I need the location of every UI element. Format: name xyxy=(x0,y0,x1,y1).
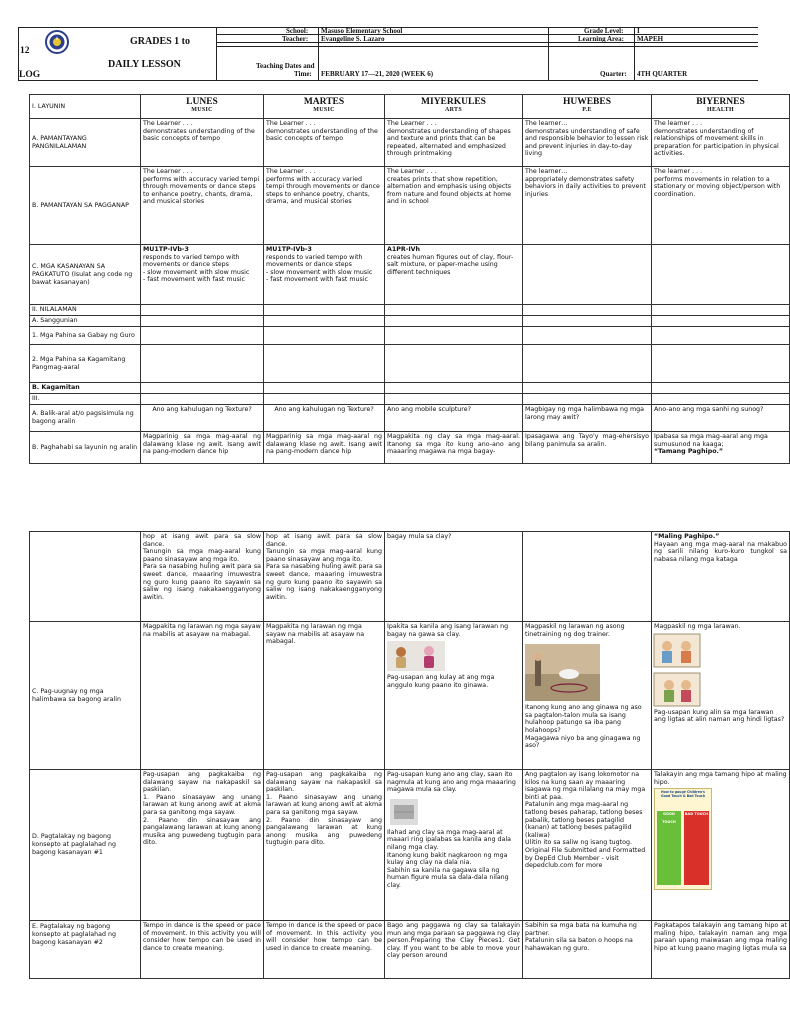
row-label-balik-aral: A. Balik-aral at/o pagsisimula ng bagong aralin xyxy=(30,405,141,432)
day-header-miyerkules: MIYERKULES ARTS xyxy=(385,95,523,119)
cell-b-lunes: The Learner . . . performs with accuracy varied tempi through movements or dance steps to enhance poetry, chants, drama, and musical stories xyxy=(141,167,264,245)
cell-a-huwebes: The learner… demonstrates understanding of safe and responsible behavior to lessen risk and prevent injuries in day-to-day living xyxy=(523,119,652,167)
cell-c2-lunes: Magpakita ng larawan ng mga sayaw na mabilis at asayaw na mabagal. xyxy=(141,622,264,770)
cell-paghahabi-miyerkules: Magpakita ng clay sa mga mag-aaral. Itanong sa mga ito kung ano-ano ang maaaring magawa na mga bagay- xyxy=(385,432,523,464)
row-label-mga-kasanayan: C. MGA KASANAYAN SA PAGKATUTO (Isulat ang code ng bawat kasanayan) xyxy=(30,245,141,305)
log-title: LOG xyxy=(19,70,41,80)
grade-level-value: I xyxy=(637,27,640,35)
safe-touch-pictures-image xyxy=(654,634,700,706)
cell-c-huwebes xyxy=(523,245,652,305)
row-label-kagamitang-pangmag-aaral: 2. Mga Pahina sa Kagamitang Pangmag-aaral xyxy=(30,345,141,383)
row-label-pagtalakay-1: D. Pagtalakay ng bagong konsepto at paglalahad ng bagong kasanayan #1 xyxy=(30,770,141,921)
cell-b-martes: The Learner . . . performs with accuracy varied tempi through movements or dance steps to enhance poetry, chants, drama, and musical stories xyxy=(264,167,385,245)
cell-e-miyerkules: Bago ang paggawa ng clay sa talakayin mun ang mga paraan sa paggawa ng clay person.Preparing the Clay Pieces1. Get clay. If you want to be able to move your clay person around xyxy=(385,921,523,979)
touch-poster xyxy=(654,788,712,890)
cell-a-biyernes: The learner . . . demonstrates understanding of relationships of movement skills in preparation for participation in physical activities. xyxy=(652,119,790,167)
lesson-table-page1 xyxy=(29,94,790,464)
grades-num: 12 xyxy=(20,46,30,56)
cell-cont-martes: hop at isang awit para sa slow dance. Tanungin sa mga mag-aaral kung paano sinasayaw ang mga ito. Para sa nasabing huling awit para sa sweet dance, maaaring imuwestra ng guro kung paano ito sayawin sa saliw ng isang nakakaengganyong awitin. xyxy=(264,532,385,622)
cell-c2-huwebes: Magpaskil ng larawan ng asong tinetraining ng dog trainer. Itanong kung ano ang ginawa ng aso sa pagtalon-talon mula sa isang hulahoop patungo sa iba pang holahoops? Magagawa niyo ba ang ginagawa ng aso? xyxy=(523,622,652,770)
cell-cont-lunes: hop at isang awit para sa slow dance. Tanungin sa mga mag-aaral kung paano sinasayaw ang mga ito. Para sa nasabing huling awit para sa sweet dance, maaaring imuwestra ng guro kung paano ito sayawin sa saliw ng isang nakakaengganyong awitin. xyxy=(141,532,264,622)
cell-paghahabi-huwebes: Ipasagawa ang Tayo'y mag-ehersisyo bilang panimula sa aralin. xyxy=(523,432,652,464)
cell-cont-miyerkules: bagay mula sa clay? xyxy=(385,532,523,622)
row-label-pagtalakay-2: E. Pagtalakay ng bagong konsepto at paglalahad ng bagong kasanayan #2 xyxy=(30,921,141,979)
cell-d-martes: Pag-usapan ang pagkakaiba ng dalawang sayaw na nakapaskil sa paskilan. 1. Paano sinasayaw ang unang larawan at kung anong awit at akma para sa ganitong mga sayaw. 2. Paano din sinasayaw ang pangalawang larawan at kung anong musika ang puwedeng tugtugin para dito. xyxy=(264,770,385,921)
cell-paghahabi-lunes: Magparinig sa mga mag-aaral ng dalawang klase ng awit. Isang awit na pang-modern dance hip xyxy=(141,432,264,464)
learning-area-label: Learning Area: xyxy=(578,35,624,43)
cell-d-huwebes: Ang pagtalon ay isang lokomotor na kilos na kung saan ay maaaring isagawa ng mga nilalang na may mga binti at paa. Patalunin ang mga mag-aaral ng tatlong beses paharap, tatlong beses pabalik, tatlong beses patagilid (kanan) at tatlong beses patagilid (kaliwa) Ulitin ito sa saliw ng isang tugtog. Original File Submitted and Formatted by DepEd Club Member - visit depedclub.com for more xyxy=(523,770,652,921)
grade-level-label: Grade Level: xyxy=(584,27,624,35)
cell-b-miyerkules: The Learner . . . creates prints that show repetition, alternation and emphasis using objects from nature and found objects at home and in school xyxy=(385,167,523,245)
cell-d-lunes: Pag-usapan ang pagkakaiba ng dalawang sayaw na nakapaskil sa paskilan. 1. Paano sinasayaw ang unang larawan at kung anong awit at akma para sa ganitong mga sayaw. 2. Paano din sinasayaw ang pangalawang larawan at kung anong musika ang puwedeng tugtugin para dito. xyxy=(141,770,264,921)
dates-label-1: Teaching Dates and xyxy=(256,62,315,70)
cell-c-miyerkules: A1PR-IVh creates human figures out of clay, flour-salt mixture, or paper-mache using different techniques xyxy=(385,245,523,305)
row-label-pamantayang-pangnilalaman: A. PAMANTAYANG PANGNILALAMAN xyxy=(30,119,141,167)
poster-bad-panel: BAD TOUCH xyxy=(684,811,709,885)
cell-balik-martes: Ano ang kahulugan ng Texture? xyxy=(264,405,385,432)
cell-c2-miyerkules: Ipakita sa kanila ang isang larawan ng bagay na gawa sa clay. Pag-usapan ang kulay at ang mga anggulo kung paano ito ginawa. xyxy=(385,622,523,770)
row-label-pamantayan-sa-pagganap: B. PAMANTAYAN SA PAGGANAP xyxy=(30,167,141,245)
cell-c2-biyernes: Magpaskil ng mga larawan. Pag-usapan kung alin sa mga larawan ang ligtas at alin naman ang hindi ligtas? xyxy=(652,622,790,770)
cell-e-biyernes: Pagkatapos talakayin ang tamang hipo at maling hipo, talakayin naman ang mga paraan upang maiwasan ang mga maling hipo at kung paano maging ligtas mula sa xyxy=(652,921,790,979)
cell-paghahabi-biyernes: Ipabasa sa mga mag-aaral ang mga sumusunod na kaaga; “Tamang Paghipo.” xyxy=(652,432,790,464)
row-label-kagamitan: B. Kagamitan xyxy=(30,383,141,394)
cell-b-biyernes: The learner . . . performs movements in relation to a stationary or moving object/person with coordination. xyxy=(652,167,790,245)
teacher-value: Evangeline S. Lazaro xyxy=(321,35,385,43)
row-label-iii: III. xyxy=(30,394,141,405)
cell-e-lunes: Tempo in dance is the speed or pace of movement. In this activity you will consider how tempo can be used in dance to create meaning. xyxy=(141,921,264,979)
cell-d-miyerkules: Pag-usapan kung ano ang clay, saan ito nagmula at kung ano ang mga maaaring magawa mula sa clay. Ilahad ang clay sa mga mag-aaral at maaari ring ipalabas sa kanila ang dala nilang mga clay. Itanong kung bakit nagkaroon ng mga kulay ang clay na dala nia. Sabihin sa kanila na gagawa sila ng human figure mula sa dala-dala nilang clay. xyxy=(385,770,523,921)
cell-balik-miyerkules: Ano ang mobile sculpture? xyxy=(385,405,523,432)
row-label-pag-uugnay: C. Pag-uugnay ng mga halimbawa sa bagong aralin xyxy=(30,622,141,770)
dates-label-2: Time: xyxy=(294,70,312,78)
dates-value: FEBRUARY 17—21, 2020 (WEEK 6) xyxy=(321,70,434,78)
cell-cont-biyernes: “Maling Paghipo.” Hayaan ang mga mag-aaral na makabuo ng sarili nilang kuro-kuro tungkol sa nabasa nilang mga kataga xyxy=(652,532,790,622)
cell-a-martes: The Learner . . . demonstrates understanding of the basic concepts of tempo xyxy=(264,119,385,167)
poster-title: How to gauge Children's Good Touch & Bad Touch xyxy=(660,790,706,798)
cell-c2-martes: Magpakita ng larawan ng mga sayaw na mabilis at asayaw na mabagal. xyxy=(264,622,385,770)
school-value: Masuso Elementary School xyxy=(321,27,403,35)
grades-title: GRADES 1 to xyxy=(130,36,191,47)
cell-c-martes: MU1TP-IVb-3 responds to varied tempo with movements or dance steps - slow movement with slow music - fast movement with fast music xyxy=(264,245,385,305)
quarter-label: Quarter: xyxy=(600,70,627,78)
day-header-huwebes: HUWEBES P.E xyxy=(523,95,652,119)
cell-balik-biyernes: Ano-ano ang mga sanhi ng sunog? xyxy=(652,405,790,432)
poster-good-panel: GOOD TOUCH xyxy=(657,811,681,885)
cell-continued-label xyxy=(30,532,141,622)
lesson-header xyxy=(18,27,778,82)
lesson-table-page2 xyxy=(29,531,790,979)
cell-balik-lunes: Ano ang kahulugan ng Texture? xyxy=(141,405,264,432)
learning-area-value: MAPEH xyxy=(637,35,664,43)
dog-training-image xyxy=(525,644,600,701)
row-label-gabay-ng-guro: 1. Mga Pahina sa Gabay ng Guro xyxy=(30,327,141,345)
daily-lesson-title: DAILY LESSON xyxy=(108,59,181,70)
cell-d-biyernes: Talakayin ang mga tamang hipo at maling hipo. How to gauge Children's Good Touch & Bad Touch GOOD TOUCH BAD TOUCH xyxy=(652,770,790,921)
cell-e-martes: Tempo in dance is the speed or pace of movement. In this activity you will consider how tempo can be used in dance to create meaning. xyxy=(264,921,385,979)
teacher-label: Teacher: xyxy=(282,35,309,43)
deped-seal-icon xyxy=(45,30,69,54)
cell-cont-huwebes xyxy=(523,532,652,622)
quarter-value: 4TH QUARTER xyxy=(637,70,688,78)
day-header-martes: MARTES MUSIC xyxy=(264,95,385,119)
clay-figures-image xyxy=(387,641,445,671)
row-label-nilalaman: II. NILALAMAN xyxy=(30,305,141,316)
cell-paghahabi-martes: Magparinig sa mga mag-aaral ng dalawang klase ng awit. Isang awit na pang-modern dance hip xyxy=(264,432,385,464)
row-label-sanggunian: A. Sanggunian xyxy=(30,316,141,327)
cell-e-huwebes: Sabihin sa mga bata na kumuha ng partner. Patalunin sila sa baton o hoops na hahawakan ng guro. xyxy=(523,921,652,979)
clay-block-image xyxy=(390,799,418,825)
cell-b-huwebes: The learner… appropriately demonstrates safety behaviors in daily activities to prevent injuries xyxy=(523,167,652,245)
cell-c-lunes: MU1TP-IVb-3 responds to varied tempo with movements or dance steps - slow movement with slow music - fast movement with fast music xyxy=(141,245,264,305)
row-label-paghahabi: B. Paghahabi sa layunin ng aralin xyxy=(30,432,141,464)
day-header-lunes: LUNES MUSIC xyxy=(141,95,264,119)
school-label: School: xyxy=(286,27,309,35)
cell-c-biyernes xyxy=(652,245,790,305)
cell-balik-huwebes: Magbigay ng mga halimbawa ng mga larong may awit? xyxy=(523,405,652,432)
cell-a-miyerkules: The Learner . . . demonstrates understanding of shapes and texture and prints that can be repeated, alternated and emphasized through printmaking xyxy=(385,119,523,167)
layunin-label: I. LAYUNIN xyxy=(30,95,141,119)
day-header-biyernes: BIYERNES HEALTH xyxy=(652,95,790,119)
cell-a-lunes: The Learner . . . demonstrates understanding of the basic concepts of tempo xyxy=(141,119,264,167)
